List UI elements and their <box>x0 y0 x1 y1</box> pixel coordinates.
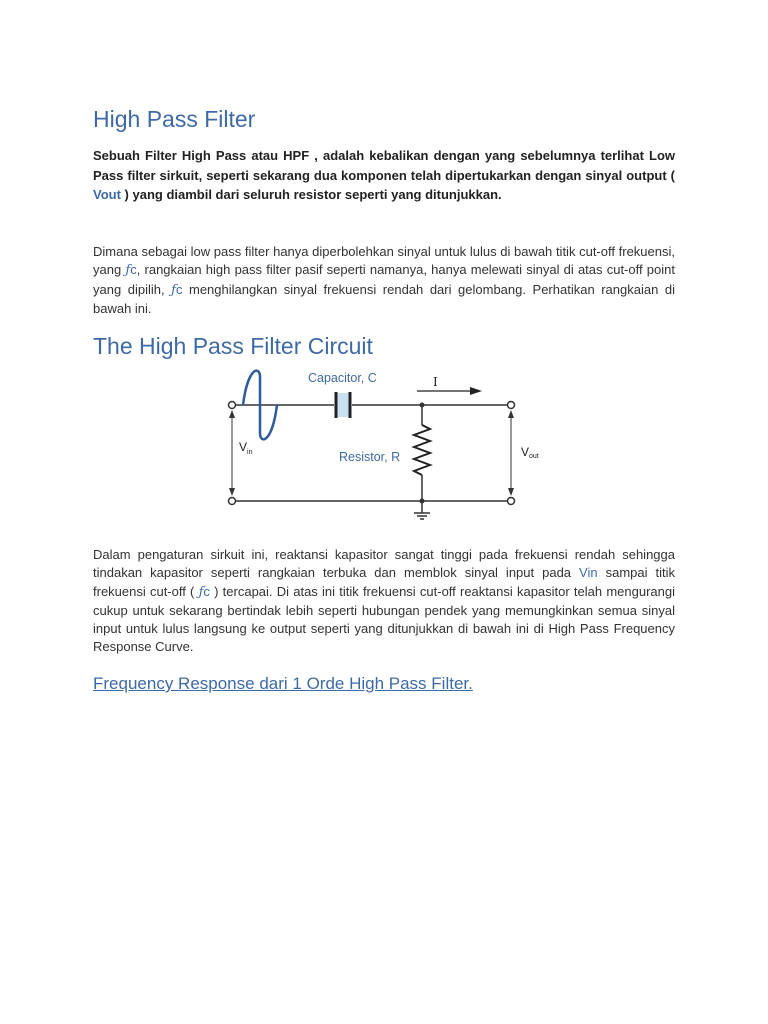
input-terminal-top <box>229 402 236 409</box>
vout-arrow-head-top <box>508 410 514 418</box>
output-terminal-bottom <box>508 498 515 505</box>
fc-term-2: ƒc <box>171 281 183 298</box>
third-text-1: Dalam pengaturan sirkuit ini, reaktansi kapasitor sangat tinggi pada frekuensi rendah sehingga tindakan kapasitor seperti rangkaian terbuka dan memblok sinyal input pada <box>93 547 675 581</box>
vin-label: $V_{in}$ <box>239 440 253 456</box>
circuit-explanation-paragraph <box>93 546 675 657</box>
resistor-zigzag <box>414 425 430 475</box>
fc-term-3: ƒc <box>198 583 210 600</box>
output-terminal-top <box>508 402 515 409</box>
capacitor-dielectric <box>337 393 349 417</box>
top-junction-dot <box>420 403 425 408</box>
vout-arrow-head-bottom <box>508 488 514 496</box>
input-terminal-bottom <box>229 498 236 505</box>
third-text-3: ) tercapai. Di atas ini titik frekuensi cut-off reaktansi kapasitor telah mengurangi cukup untuk sekarang bertindak lebih seperti hubungan pendek yang memungkinkan semua sinyal input untuk lulus langsung ke output seperti yang ditunjukkan di bawah ini di High Pass Frequency Response Curve. <box>93 583 675 655</box>
circuit-heading: The High Pass Filter Circuit <box>93 333 373 359</box>
intro-text-1: Sebuah Filter High Pass atau HPF , adalah kebalikan dengan yang sebelumnya terlihat Low Pass filter sirkuit, seperti sekarang dua komponen telah dipertukarkan dengan sinyal output ( <box>93 148 675 183</box>
vout-label: Vout <box>521 445 539 460</box>
current-label: I <box>433 375 438 389</box>
page-title: High Pass Filter <box>93 106 256 132</box>
vin-arrow-head-bottom <box>229 488 235 496</box>
frequency-response-link[interactable]: Frequency Response dari 1 Orde High Pass Filter. <box>93 674 473 693</box>
vin-term: Vin <box>579 565 598 581</box>
second-text-2: , rangkaian high pass filter pasif seperti namanya, hanya melewati sinyal di atas cut-off point yang dipilih, <box>93 262 675 297</box>
third-text-2: sampai titik frekuensi cut-off ( <box>93 565 675 599</box>
intro-text-2: ) yang diambil dari seluruh resistor seperti yang ditunjukkan. <box>124 187 502 202</box>
vin-arrow-head-top <box>229 410 235 418</box>
capacitor-label: Capacitor, C <box>308 371 377 385</box>
second-text-3: menghilangkan sinyal frekuensi rendah dari gelombang. Perhatikan rangkaian di bawah ini. <box>93 281 675 316</box>
current-arrow-head <box>470 387 482 395</box>
resistor-label: Resistor, R <box>339 450 401 464</box>
second-text-1: Dimana sebagai low pass filter hanya diperbolehkan sinyal untuk lulus di bawah titik cut-off frekuensi, yang <box>93 244 675 278</box>
high-pass-filter-circuit-diagram <box>220 365 560 525</box>
vout-term: Vout <box>93 187 121 202</box>
intro-paragraph <box>93 146 675 205</box>
fc-term-1: ƒc <box>125 262 137 279</box>
lowpass-comparison-paragraph <box>93 243 675 318</box>
